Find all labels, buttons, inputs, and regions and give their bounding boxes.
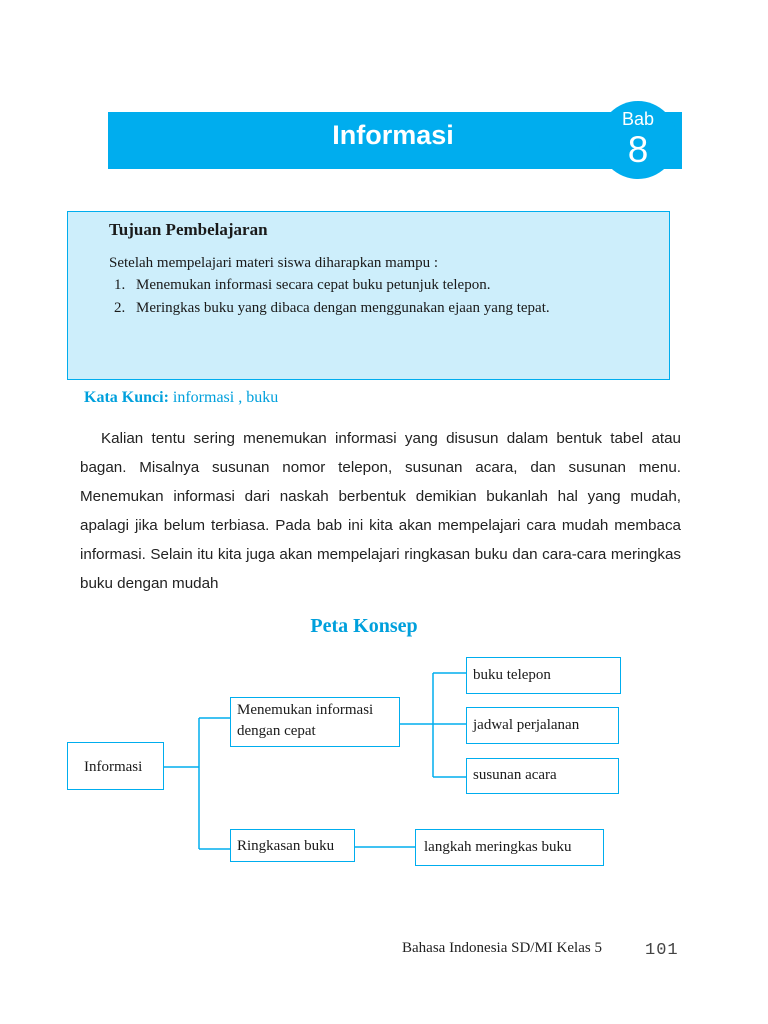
chapter-title: Informasi: [332, 120, 454, 150]
map-node-event-order: susunan acara: [466, 758, 619, 794]
map-node-book-summary: Ringkasan buku: [230, 829, 355, 862]
keywords-value: informasi , buku: [172, 389, 279, 406]
map-node-find-info: Menemukan informasi dengan cepat: [230, 697, 400, 747]
learning-goals-intro: Setelah mempelajari materi siswa diharapkan mampu :: [109, 255, 439, 271]
learning-goal-item: 2. Meringkas buku yang dibaca dengan menggunakan ejaan yang tepat.: [114, 300, 550, 316]
chapter-badge-label: Bab: [621, 109, 655, 129]
footer-book-title: Bahasa Indonesia SD/MI Kelas 5: [402, 940, 602, 956]
learning-goals-title: Tujuan Pembelajaran: [109, 220, 268, 239]
concept-map-title: Peta Konsep: [310, 615, 418, 637]
keywords-label: Kata Kunci:: [84, 389, 169, 406]
chapter-number: 8: [627, 129, 649, 170]
map-node-phone-book: buku telepon: [466, 657, 621, 694]
map-node-root: Informasi: [67, 742, 164, 790]
map-node-travel-schedule: jadwal perjalanan: [466, 707, 619, 744]
page-number: 101: [645, 941, 679, 960]
learning-goal-item: 1. Menemukan informasi secara cepat buku petunjuk telepon.: [114, 277, 491, 293]
map-node-summary-steps: langkah meringkas buku: [415, 829, 604, 866]
intro-paragraph: Kalian tentu sering menemukan informasi yang disusun dalam bentuk tabel atau bagan. Misalnya susunan nomor telepon, susunan acara, dan susunan menu. Menemukan informasi dari naskah berbentuk demikian bukanlah hal yang mudah, apalagi jika belum terbiasa. Pada bab ini kita akan mempelajari cara mudah membaca informasi. Selain itu kita juga akan mempelajari ringkasan buku dan cara-cara meringkas buku dengan mudah: [80, 430, 681, 592]
